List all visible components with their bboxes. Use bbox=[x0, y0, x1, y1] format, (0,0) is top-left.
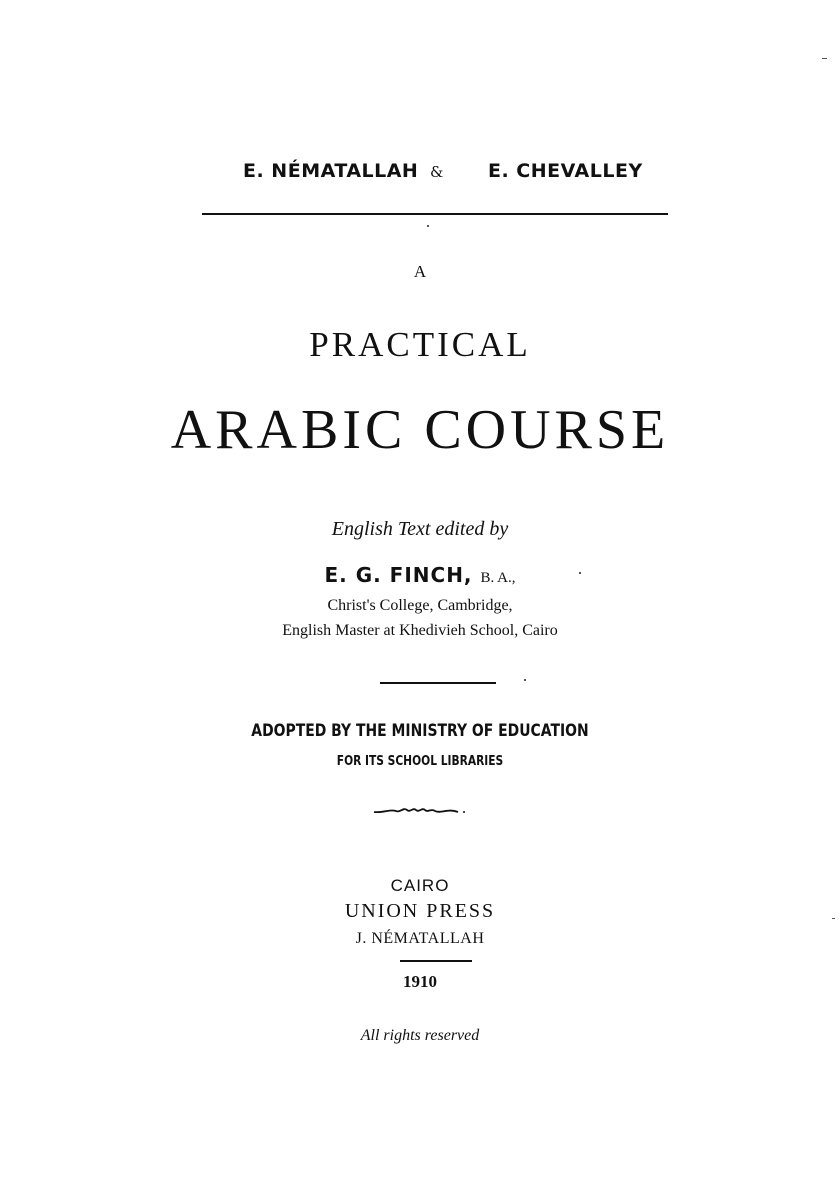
editor-name-line bbox=[0, 563, 840, 587]
print-speck bbox=[427, 225, 429, 227]
middle-divider bbox=[380, 682, 496, 684]
ornament-flourish bbox=[0, 800, 840, 825]
print-speck bbox=[822, 58, 827, 59]
rights-notice: All rights reserved bbox=[360, 1027, 480, 1044]
edited-by-line: English Text edited by bbox=[331, 518, 509, 540]
title-article: A bbox=[413, 262, 427, 281]
imprint-city: CAIRO bbox=[390, 876, 450, 895]
print-speck bbox=[832, 918, 835, 919]
editor-position: English Master at Khedivieh School, Cairo bbox=[282, 622, 558, 639]
title-line-practical: PRACTICAL bbox=[309, 325, 531, 364]
adoption-line-2: FOR ITS SCHOOL LIBRARIES bbox=[336, 754, 504, 769]
flourish-icon bbox=[370, 800, 470, 820]
imprint-publisher: J. NÉMATALLAH bbox=[355, 930, 485, 947]
title-line-arabic-course: ARABIC COURSE bbox=[170, 399, 670, 461]
imprint-press: UNION PRESS bbox=[344, 900, 496, 922]
author-chevalley: E. CHEVALLEY bbox=[488, 160, 643, 182]
ampersand: & bbox=[430, 163, 444, 181]
editor-degree: B. A., bbox=[480, 570, 516, 586]
imprint-year: 1910 bbox=[403, 972, 437, 991]
editor-college: Christ's College, Cambridge, bbox=[327, 597, 513, 614]
adoption-line-1: ADOPTED BY THE MINISTRY OF EDUCATION bbox=[251, 721, 589, 741]
editor-name: E. G. FINCH, bbox=[324, 563, 473, 587]
authors-line bbox=[0, 160, 840, 190]
top-divider bbox=[202, 213, 668, 215]
print-speck bbox=[524, 679, 526, 681]
year-divider bbox=[400, 960, 472, 962]
author-nematallah: E. NÉMATALLAH bbox=[243, 160, 419, 182]
print-speck bbox=[579, 572, 581, 574]
